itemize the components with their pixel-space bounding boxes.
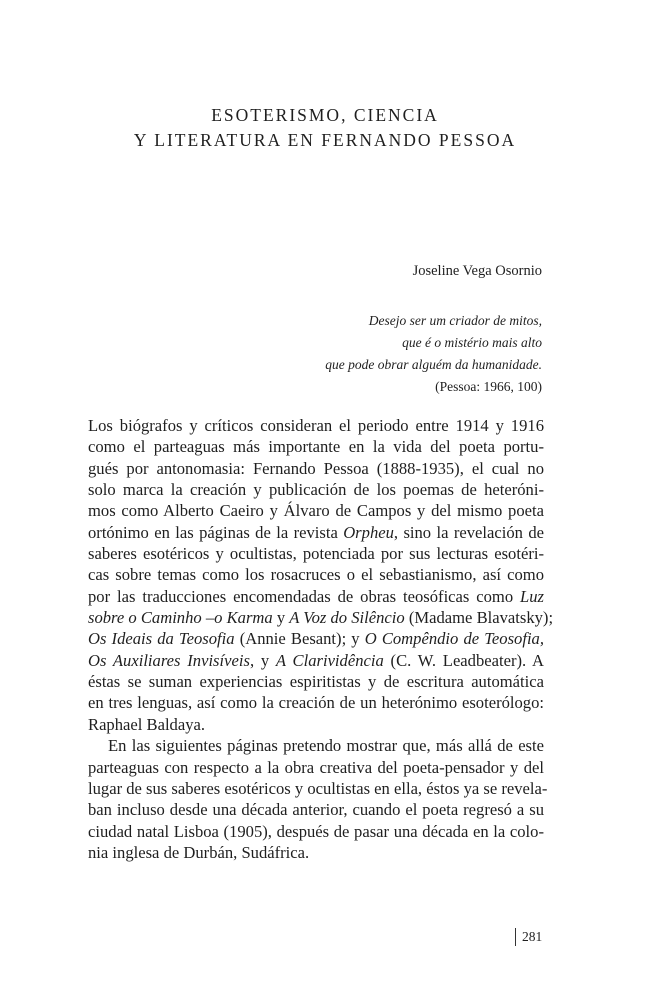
text-run: éstas se suman experiencias espiritistas y de escritura automática (88, 672, 544, 692)
paragraph-1 (88, 415, 554, 735)
text-run: (Madame Blavatsky); (404, 608, 554, 628)
text-line (88, 842, 544, 863)
italic-title: A Clarividência (275, 650, 384, 670)
text-run: lugar de sus saberes esotéricos y ocultistas en ella, éstos ya se revela- (88, 778, 548, 798)
text-run: Los biógrafos y críticos consideran el periodo entre 1914 y 1916 (88, 416, 544, 435)
text-run: ciudad natal Lisboa (1905), después de pasar una década en la colo- (88, 821, 544, 841)
text-line (88, 500, 544, 521)
text-line (88, 799, 544, 820)
epigraph-line: que é o mistério mais alto (402, 335, 542, 350)
text-run: por las traducciones encomendadas de obras teosóficas como (88, 586, 521, 606)
italic-title: sobre o Caminho –o Karma (88, 608, 273, 628)
text-line (88, 479, 544, 500)
text-line (88, 735, 544, 756)
text-run: parteaguas con respecto a la obra creativa del poeta-pensador y del (88, 757, 544, 777)
page-number: 281 (515, 928, 542, 946)
text-run: ban incluso desde una década anterior, cuando el poeta regresó a su (88, 800, 544, 820)
italic-title: Os Ideais da Teosofia (88, 629, 235, 649)
text-run: , y (249, 650, 276, 670)
text-run: en tres lenguas, así como la creación de un heterónimo esoterólogo: (88, 693, 544, 713)
italic-title: Os Auxiliares Invisíveis (88, 650, 250, 670)
text-line (88, 436, 544, 457)
text-line (88, 458, 544, 479)
chapter-title-line-1: ESOTERISMO, CIENCIA (211, 105, 439, 125)
paragraph-2 (88, 735, 548, 863)
italic-title: A Voz do Silêncio (289, 608, 405, 628)
italic-title: O Compêndio de Teosofia, (364, 629, 545, 649)
text-line (88, 607, 554, 628)
text-line (88, 415, 544, 436)
text-run: ortónimo en las páginas de la revista (88, 522, 344, 542)
italic-title: Luz (520, 586, 544, 606)
text-line (88, 692, 544, 713)
text-line (88, 564, 544, 585)
epigraph-line: que pode obrar alguém da humanidade. (325, 357, 542, 372)
text-line (88, 650, 544, 671)
epigraph (325, 310, 542, 398)
text-line (88, 757, 544, 778)
text-run: y (272, 608, 290, 628)
text-run: En las siguientes páginas pretendo mostrar que, más allá de este (108, 736, 544, 756)
italic-title: Orpheu (343, 522, 394, 542)
text-line (88, 543, 544, 564)
text-run: mos como Alberto Caeiro y Álvaro de Campos y del mismo poeta (88, 501, 544, 521)
text-run: (Annie Besant); y (234, 629, 365, 649)
text-run: solo marca la creación y publicación de los poemas de heteróni- (88, 480, 544, 500)
text-line (88, 714, 544, 735)
text-run: saberes esotéricos y ocultistas, potenciada por sus lecturas esotéri- (88, 544, 544, 564)
text-run: gués por antonomasia: Fernando Pessoa (1888-1935), el cual no (88, 458, 544, 478)
chapter-title-line-2: Y LITERATURA EN FERNANDO PESSOA (133, 130, 517, 150)
text-run: , sino la revelación de (393, 522, 544, 542)
text-line (88, 586, 544, 607)
chapter-title (60, 103, 590, 153)
text-run: nia inglesa de Durbán, Sudáfrica. (88, 842, 310, 862)
text-run: cas sobre temas como los rosacruces o el sebastianismo, así como (88, 565, 544, 585)
text-line (88, 522, 544, 543)
text-line (88, 671, 544, 692)
body-text (88, 415, 554, 863)
text-run: como el parteaguas más importante en la vida del poeta portu- (88, 437, 544, 457)
epigraph-line: Desejo ser um criador de mitos, (368, 313, 542, 328)
text-line (88, 821, 544, 842)
text-run: (C. W. Leadbeater). A (383, 650, 545, 670)
author-name: Joseline Vega Osornio (412, 263, 542, 279)
epigraph-citation: (Pessoa: 1966, 100) (435, 379, 542, 394)
text-line (88, 628, 544, 649)
text-line (88, 778, 548, 799)
text-run: Raphael Baldaya. (88, 714, 206, 734)
